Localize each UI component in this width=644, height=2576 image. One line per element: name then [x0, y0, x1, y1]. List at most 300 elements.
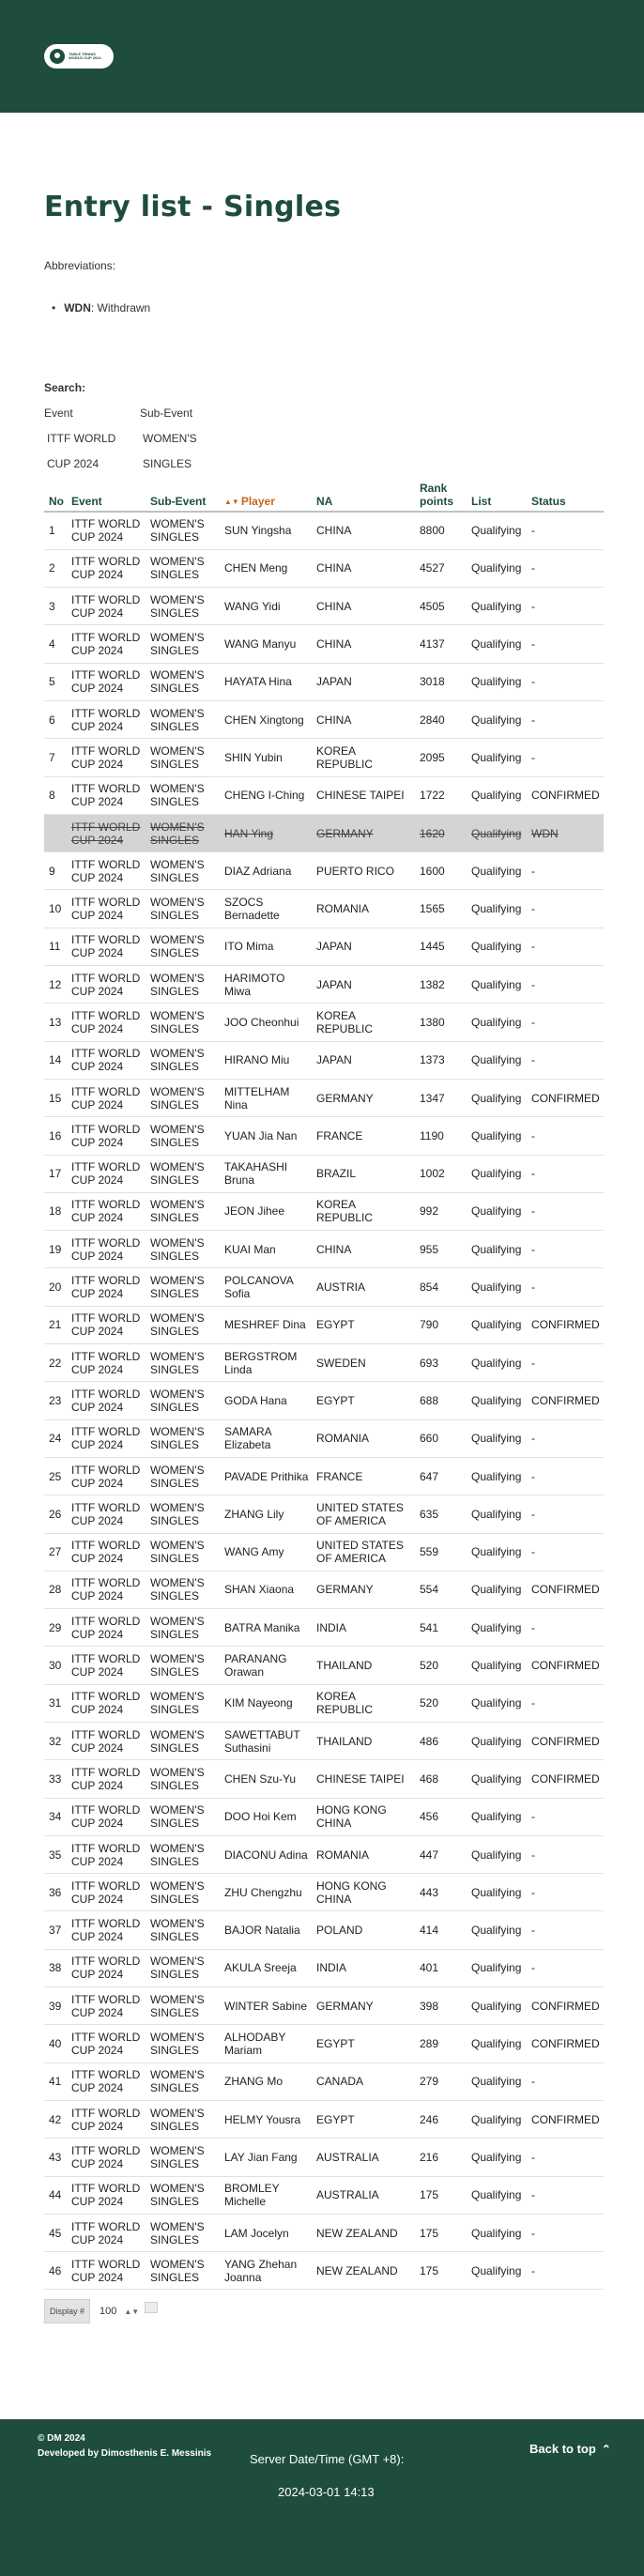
table-row [44, 1231, 604, 1268]
cell-event: ITTF WORLD CUP 2024 [67, 1609, 146, 1647]
cell-status: CONFIRMED [527, 1987, 604, 2025]
abbreviations-label: Abbreviations: [44, 259, 116, 272]
table-row [44, 1079, 604, 1116]
cell-na: CHINA [312, 549, 415, 587]
cell-subevent: WOMEN'S SINGLES [146, 512, 220, 549]
chevron-up-icon: ⌃ [601, 2442, 611, 2456]
cell-list: Qualifying [467, 2100, 527, 2138]
cell-no: 19 [44, 1231, 67, 1268]
cell-rank: 3018 [415, 663, 467, 700]
cell-player: ALHODABY Mariam [220, 2025, 312, 2062]
table-row [44, 2100, 604, 2138]
cell-no [44, 814, 67, 851]
cell-status: CONFIRMED [527, 776, 604, 814]
cell-na: CANADA [312, 2062, 415, 2100]
cell-rank: 541 [415, 1609, 467, 1647]
cell-list: Qualifying [467, 1798, 527, 1835]
cell-no: 17 [44, 1155, 67, 1192]
cell-rank: 1445 [415, 928, 467, 965]
col-header-list[interactable]: List [467, 476, 527, 512]
cell-event: ITTF WORLD CUP 2024 [67, 1004, 146, 1041]
cell-player: BROMLEY Michelle [220, 2176, 312, 2214]
cell-rank: 398 [415, 1987, 467, 2025]
cell-list: Qualifying [467, 1306, 527, 1343]
cell-rank: 1382 [415, 966, 467, 1004]
cell-list: Qualifying [467, 663, 527, 700]
event-filter-value-line1[interactable]: ITTF WORLD [47, 432, 116, 445]
cell-na: CHINA [312, 1231, 415, 1268]
cell-subevent: WOMEN'S SINGLES [146, 1117, 220, 1155]
cell-event: ITTF WORLD CUP 2024 [67, 1647, 146, 1684]
cell-subevent: WOMEN'S SINGLES [146, 1344, 220, 1382]
search-label: Search: [44, 381, 86, 394]
cell-status: CONFIRMED [527, 2100, 604, 2138]
col-header-subevent[interactable]: Sub-Event [146, 476, 220, 512]
cell-event: ITTF WORLD CUP 2024 [67, 2025, 146, 2062]
cell-player: ZHU Chengzhu [220, 1874, 312, 1911]
subevent-filter-value-line2[interactable]: SINGLES [143, 457, 192, 470]
cell-subevent: WOMEN'S SINGLES [146, 739, 220, 776]
cell-subevent: WOMEN'S SINGLES [146, 1609, 220, 1647]
cell-player: JEON Jihee [220, 1192, 312, 1230]
cell-subevent: WOMEN'S SINGLES [146, 1533, 220, 1571]
select-arrows-icon: ▲▼ [124, 2308, 140, 2316]
table-row [44, 549, 604, 587]
cell-list: Qualifying [467, 2062, 527, 2100]
cell-list: Qualifying [467, 1874, 527, 1911]
cell-rank: 1565 [415, 890, 467, 928]
cell-no: 43 [44, 2139, 67, 2176]
cell-rank: 854 [415, 1268, 467, 1306]
cell-no: 20 [44, 1268, 67, 1306]
table-row [44, 1306, 604, 1343]
cell-na: CHINESE TAIPEI [312, 776, 415, 814]
pagination-box[interactable] [145, 2302, 158, 2313]
cell-list: Qualifying [467, 700, 527, 738]
table-body [44, 512, 604, 2290]
cell-no: 12 [44, 966, 67, 1004]
cell-na: JAPAN [312, 966, 415, 1004]
abbreviations-list [52, 301, 150, 314]
cell-status: CONFIRMED [527, 1306, 604, 1343]
cell-subevent: WOMEN'S SINGLES [146, 1760, 220, 1798]
cell-rank: 2840 [415, 700, 467, 738]
cell-rank: 1722 [415, 776, 467, 814]
cell-player: HAYATA Hina [220, 663, 312, 700]
cell-status: - [527, 512, 604, 549]
cell-player: WINTER Sabine [220, 1987, 312, 2025]
cell-rank: 216 [415, 2139, 467, 2176]
cell-subevent: WOMEN'S SINGLES [146, 1079, 220, 1116]
cell-subevent: WOMEN'S SINGLES [146, 625, 220, 663]
cell-status: - [527, 2139, 604, 2176]
cell-rank: 1600 [415, 852, 467, 890]
cell-status: - [527, 739, 604, 776]
cell-status: - [527, 1457, 604, 1495]
cell-list: Qualifying [467, 625, 527, 663]
cell-event: ITTF WORLD CUP 2024 [67, 814, 146, 851]
cell-list: Qualifying [467, 1835, 527, 1873]
cell-na: POLAND [312, 1911, 415, 1949]
cell-event: ITTF WORLD CUP 2024 [67, 1571, 146, 1608]
cell-rank: 8800 [415, 512, 467, 549]
cell-event: ITTF WORLD CUP 2024 [67, 1874, 146, 1911]
table-row [44, 1760, 604, 1798]
cell-na: EGYPT [312, 2025, 415, 2062]
cell-event: ITTF WORLD CUP 2024 [67, 1987, 146, 2025]
table-row [44, 700, 604, 738]
table-row [44, 1571, 604, 1608]
cell-event: ITTF WORLD CUP 2024 [67, 1192, 146, 1230]
cell-status: - [527, 549, 604, 587]
cell-no: 27 [44, 1533, 67, 1571]
cell-no: 35 [44, 1835, 67, 1873]
table-row [44, 966, 604, 1004]
cell-player: WANG Manyu [220, 625, 312, 663]
col-header-status[interactable]: Status [527, 476, 604, 512]
cell-no: 2 [44, 549, 67, 587]
cell-status: CONFIRMED [527, 1723, 604, 1760]
col-header-event[interactable]: Event [67, 476, 146, 512]
cell-no: 30 [44, 1647, 67, 1684]
table-row [44, 776, 604, 814]
table-row [44, 739, 604, 776]
subevent-filter-value-line1[interactable]: WOMEN'S [143, 432, 197, 445]
cell-na: KOREA REPUBLIC [312, 1192, 415, 1230]
col-header-na[interactable]: NA [312, 476, 415, 512]
cell-no: 39 [44, 1987, 67, 2025]
cell-na: ROMANIA [312, 1419, 415, 1457]
cell-event: ITTF WORLD CUP 2024 [67, 1684, 146, 1722]
cell-list: Qualifying [467, 1457, 527, 1495]
cell-status: - [527, 1004, 604, 1041]
cell-list: Qualifying [467, 814, 527, 851]
cell-rank: 790 [415, 1306, 467, 1343]
cell-rank: 1380 [415, 1004, 467, 1041]
cell-no: 45 [44, 2214, 67, 2251]
table-row [44, 1457, 604, 1495]
cell-list: Qualifying [467, 890, 527, 928]
cell-rank: 443 [415, 1874, 467, 1911]
cell-subevent: WOMEN'S SINGLES [146, 1382, 220, 1419]
cell-status: - [527, 1041, 604, 1079]
cell-player: DIAZ Adriana [220, 852, 312, 890]
cell-no: 44 [44, 2176, 67, 2214]
cell-rank: 693 [415, 1344, 467, 1382]
cell-player: SZOCS Bernadette [220, 890, 312, 928]
cell-subevent: WOMEN'S SINGLES [146, 1004, 220, 1041]
table-row [44, 1987, 604, 2025]
cell-rank: 1620 [415, 814, 467, 851]
cell-na: AUSTRALIA [312, 2139, 415, 2176]
cell-status: CONFIRMED [527, 1647, 604, 1684]
table-row [44, 2139, 604, 2176]
table-row [44, 2214, 604, 2251]
cell-na: NEW ZEALAND [312, 2214, 415, 2251]
cell-status: - [527, 1533, 604, 1571]
cell-subevent: WOMEN'S SINGLES [146, 776, 220, 814]
cell-list: Qualifying [467, 2214, 527, 2251]
cell-event: ITTF WORLD CUP 2024 [67, 1495, 146, 1533]
cell-subevent: WOMEN'S SINGLES [146, 1798, 220, 1835]
cell-status: - [527, 890, 604, 928]
cell-list: Qualifying [467, 549, 527, 587]
cell-event: ITTF WORLD CUP 2024 [67, 1835, 146, 1873]
cell-player: CHEN Xingtong [220, 700, 312, 738]
cell-event: ITTF WORLD CUP 2024 [67, 1457, 146, 1495]
event-filter-value-line2[interactable]: CUP 2024 [47, 457, 100, 470]
cell-na: AUSTRIA [312, 1268, 415, 1306]
cell-no: 21 [44, 1306, 67, 1343]
cell-rank: 554 [415, 1571, 467, 1608]
cell-list: Qualifying [467, 1041, 527, 1079]
cell-player: AKULA Sreeja [220, 1949, 312, 1986]
cell-na: CHINA [312, 512, 415, 549]
site-header [0, 0, 644, 113]
page-size-select[interactable]: 100 ▲▼ [100, 2306, 140, 2317]
cell-no: 16 [44, 1117, 67, 1155]
cell-status: - [527, 1949, 604, 1986]
table-row [44, 1382, 604, 1419]
cell-rank: 447 [415, 1835, 467, 1873]
cell-status: - [527, 2062, 604, 2100]
cell-list: Qualifying [467, 588, 527, 625]
cell-event: ITTF WORLD CUP 2024 [67, 1760, 146, 1798]
cell-no: 5 [44, 663, 67, 700]
table-row [44, 1874, 604, 1911]
cell-rank: 1347 [415, 1079, 467, 1116]
cell-na: INDIA [312, 1609, 415, 1647]
cell-event: ITTF WORLD CUP 2024 [67, 549, 146, 587]
cell-event: ITTF WORLD CUP 2024 [67, 2139, 146, 2176]
cell-event: ITTF WORLD CUP 2024 [67, 1117, 146, 1155]
cell-status: WDN [527, 814, 604, 851]
cell-no: 41 [44, 2062, 67, 2100]
cell-subevent: WOMEN'S SINGLES [146, 1231, 220, 1268]
table-header-row [44, 476, 604, 512]
cell-event: ITTF WORLD CUP 2024 [67, 700, 146, 738]
server-time-value: 2024-03-01 14:13 [278, 2485, 375, 2499]
cell-no: 8 [44, 776, 67, 814]
cell-status: - [527, 1874, 604, 1911]
cell-subevent: WOMEN'S SINGLES [146, 2176, 220, 2214]
cell-list: Qualifying [467, 1495, 527, 1533]
site-logo[interactable] [44, 44, 114, 69]
entry-list-table [44, 476, 604, 2290]
cell-list: Qualifying [467, 1004, 527, 1041]
cell-player: CHEN Meng [220, 549, 312, 587]
cell-list: Qualifying [467, 928, 527, 965]
display-count-button[interactable]: Display # [44, 2299, 90, 2323]
cell-event: ITTF WORLD CUP 2024 [67, 588, 146, 625]
cell-subevent: WOMEN'S SINGLES [146, 1987, 220, 2025]
cell-no: 34 [44, 1798, 67, 1835]
back-to-top-link[interactable] [529, 2442, 611, 2456]
table-row [44, 1419, 604, 1457]
cell-event: ITTF WORLD CUP 2024 [67, 1306, 146, 1343]
cell-no: 7 [44, 739, 67, 776]
cell-list: Qualifying [467, 1760, 527, 1798]
cell-player: SHAN Xiaona [220, 1571, 312, 1608]
cell-na: KOREA REPUBLIC [312, 1684, 415, 1722]
table-row [44, 1155, 604, 1192]
cell-na: HONG KONG CHINA [312, 1874, 415, 1911]
cell-status: - [527, 625, 604, 663]
cell-list: Qualifying [467, 966, 527, 1004]
table-row [44, 1723, 604, 1760]
cell-na: EGYPT [312, 1382, 415, 1419]
cell-rank: 456 [415, 1798, 467, 1835]
table-row [44, 2176, 604, 2214]
table-row [44, 852, 604, 890]
cell-player: BATRA Manika [220, 1609, 312, 1647]
cell-na: CHINESE TAIPEI [312, 1760, 415, 1798]
cell-player: JOO Cheonhui [220, 1004, 312, 1041]
cell-list: Qualifying [467, 1949, 527, 1986]
cell-na: EGYPT [312, 1306, 415, 1343]
cell-event: ITTF WORLD CUP 2024 [67, 1911, 146, 1949]
cell-na: KOREA REPUBLIC [312, 739, 415, 776]
cell-status: - [527, 928, 604, 965]
cell-player: POLCANOVA Sofia [220, 1268, 312, 1306]
back-to-top-label: Back to top [529, 2442, 596, 2456]
cell-subevent: WOMEN'S SINGLES [146, 1911, 220, 1949]
cell-no: 28 [44, 1571, 67, 1608]
cell-na: UNITED STATES OF AMERICA [312, 1533, 415, 1571]
cell-event: ITTF WORLD CUP 2024 [67, 1533, 146, 1571]
cell-subevent: WOMEN'S SINGLES [146, 1495, 220, 1533]
cell-status: CONFIRMED [527, 1382, 604, 1419]
cell-player: DOO Hoi Kem [220, 1798, 312, 1835]
cell-rank: 1190 [415, 1117, 467, 1155]
pager [44, 2299, 158, 2323]
cell-player: CHENG I-Ching [220, 776, 312, 814]
cell-rank: 992 [415, 1192, 467, 1230]
cell-player: YUAN Jia Nan [220, 1117, 312, 1155]
col-header-no[interactable]: No [44, 476, 67, 512]
cell-event: ITTF WORLD CUP 2024 [67, 1155, 146, 1192]
cell-subevent: WOMEN'S SINGLES [146, 1835, 220, 1873]
cell-subevent: WOMEN'S SINGLES [146, 1155, 220, 1192]
cell-subevent: WOMEN'S SINGLES [146, 2025, 220, 2062]
table-row [44, 1949, 604, 1986]
cell-no: 25 [44, 1457, 67, 1495]
cell-rank: 1002 [415, 1155, 467, 1192]
cell-status: - [527, 1609, 604, 1647]
cell-na: INDIA [312, 1949, 415, 1986]
cell-player: PAVADE Prithika [220, 1457, 312, 1495]
cell-na: ROMANIA [312, 890, 415, 928]
cell-no: 15 [44, 1079, 67, 1116]
cell-subevent: WOMEN'S SINGLES [146, 1949, 220, 1986]
cell-no: 46 [44, 2252, 67, 2290]
table-row [44, 1835, 604, 1873]
cell-subevent: WOMEN'S SINGLES [146, 549, 220, 587]
table-row [44, 588, 604, 625]
cell-list: Qualifying [467, 852, 527, 890]
table-row [44, 2025, 604, 2062]
cell-subevent: WOMEN'S SINGLES [146, 663, 220, 700]
cell-status: - [527, 1419, 604, 1457]
cell-status: - [527, 1155, 604, 1192]
cell-status: - [527, 1684, 604, 1722]
cell-na: UNITED STATES OF AMERICA [312, 1495, 415, 1533]
cell-player: BERGSTROM Linda [220, 1344, 312, 1382]
cell-event: ITTF WORLD CUP 2024 [67, 1231, 146, 1268]
cell-status: - [527, 966, 604, 1004]
cell-no: 9 [44, 852, 67, 890]
cell-na: GERMANY [312, 1079, 415, 1116]
cell-event: ITTF WORLD CUP 2024 [67, 663, 146, 700]
cell-list: Qualifying [467, 1155, 527, 1192]
cell-rank: 520 [415, 1684, 467, 1722]
cell-rank: 289 [415, 2025, 467, 2062]
cell-no: 3 [44, 588, 67, 625]
cell-player: HAN Ying [220, 814, 312, 851]
cell-na: THAILAND [312, 1723, 415, 1760]
cell-status: - [527, 1911, 604, 1949]
cell-player: ITO Mima [220, 928, 312, 965]
cell-rank: 175 [415, 2214, 467, 2251]
cell-no: 31 [44, 1684, 67, 1722]
cell-rank: 279 [415, 2062, 467, 2100]
cell-list: Qualifying [467, 1571, 527, 1608]
cell-event: ITTF WORLD CUP 2024 [67, 1949, 146, 1986]
cell-na: JAPAN [312, 663, 415, 700]
cell-player: ZHANG Lily [220, 1495, 312, 1533]
page-title: Entry list - Singles [44, 191, 342, 223]
cell-na: GERMANY [312, 1987, 415, 2025]
cell-na: GERMANY [312, 814, 415, 851]
table-row [44, 1117, 604, 1155]
cell-na: JAPAN [312, 928, 415, 965]
table-row [44, 1268, 604, 1306]
cell-na: CHINA [312, 700, 415, 738]
cell-event: ITTF WORLD CUP 2024 [67, 890, 146, 928]
cell-na: CHINA [312, 588, 415, 625]
cell-player: MESHREF Dina [220, 1306, 312, 1343]
cell-list: Qualifying [467, 739, 527, 776]
cell-player: SAMARA Elizabeta [220, 1419, 312, 1457]
cell-na: FRANCE [312, 1457, 415, 1495]
cell-subevent: WOMEN'S SINGLES [146, 1041, 220, 1079]
cell-event: ITTF WORLD CUP 2024 [67, 1723, 146, 1760]
table-row [44, 890, 604, 928]
cell-event: ITTF WORLD CUP 2024 [67, 2100, 146, 2138]
cell-subevent: WOMEN'S SINGLES [146, 1192, 220, 1230]
table-row [44, 663, 604, 700]
col-header-rank[interactable]: Rank points [415, 476, 467, 512]
cell-player: HARIMOTO Miwa [220, 966, 312, 1004]
col-header-player[interactable]: ▲▼ Player [220, 476, 312, 512]
table-row [44, 1041, 604, 1079]
cell-subevent: WOMEN'S SINGLES [146, 1647, 220, 1684]
cell-rank: 647 [415, 1457, 467, 1495]
cell-list: Qualifying [467, 1987, 527, 2025]
cell-list: Qualifying [467, 1117, 527, 1155]
cell-status: - [527, 1117, 604, 1155]
cell-player: SHIN Yubin [220, 739, 312, 776]
cell-subevent: WOMEN'S SINGLES [146, 1457, 220, 1495]
cell-subevent: WOMEN'S SINGLES [146, 2214, 220, 2251]
table-row [44, 1495, 604, 1533]
cell-status: - [527, 1835, 604, 1873]
server-time-label: Server Date/Time (GMT +8): [250, 2452, 405, 2466]
cell-status: - [527, 1268, 604, 1306]
cell-no: 14 [44, 1041, 67, 1079]
cell-list: Qualifying [467, 512, 527, 549]
cell-subevent: WOMEN'S SINGLES [146, 814, 220, 851]
